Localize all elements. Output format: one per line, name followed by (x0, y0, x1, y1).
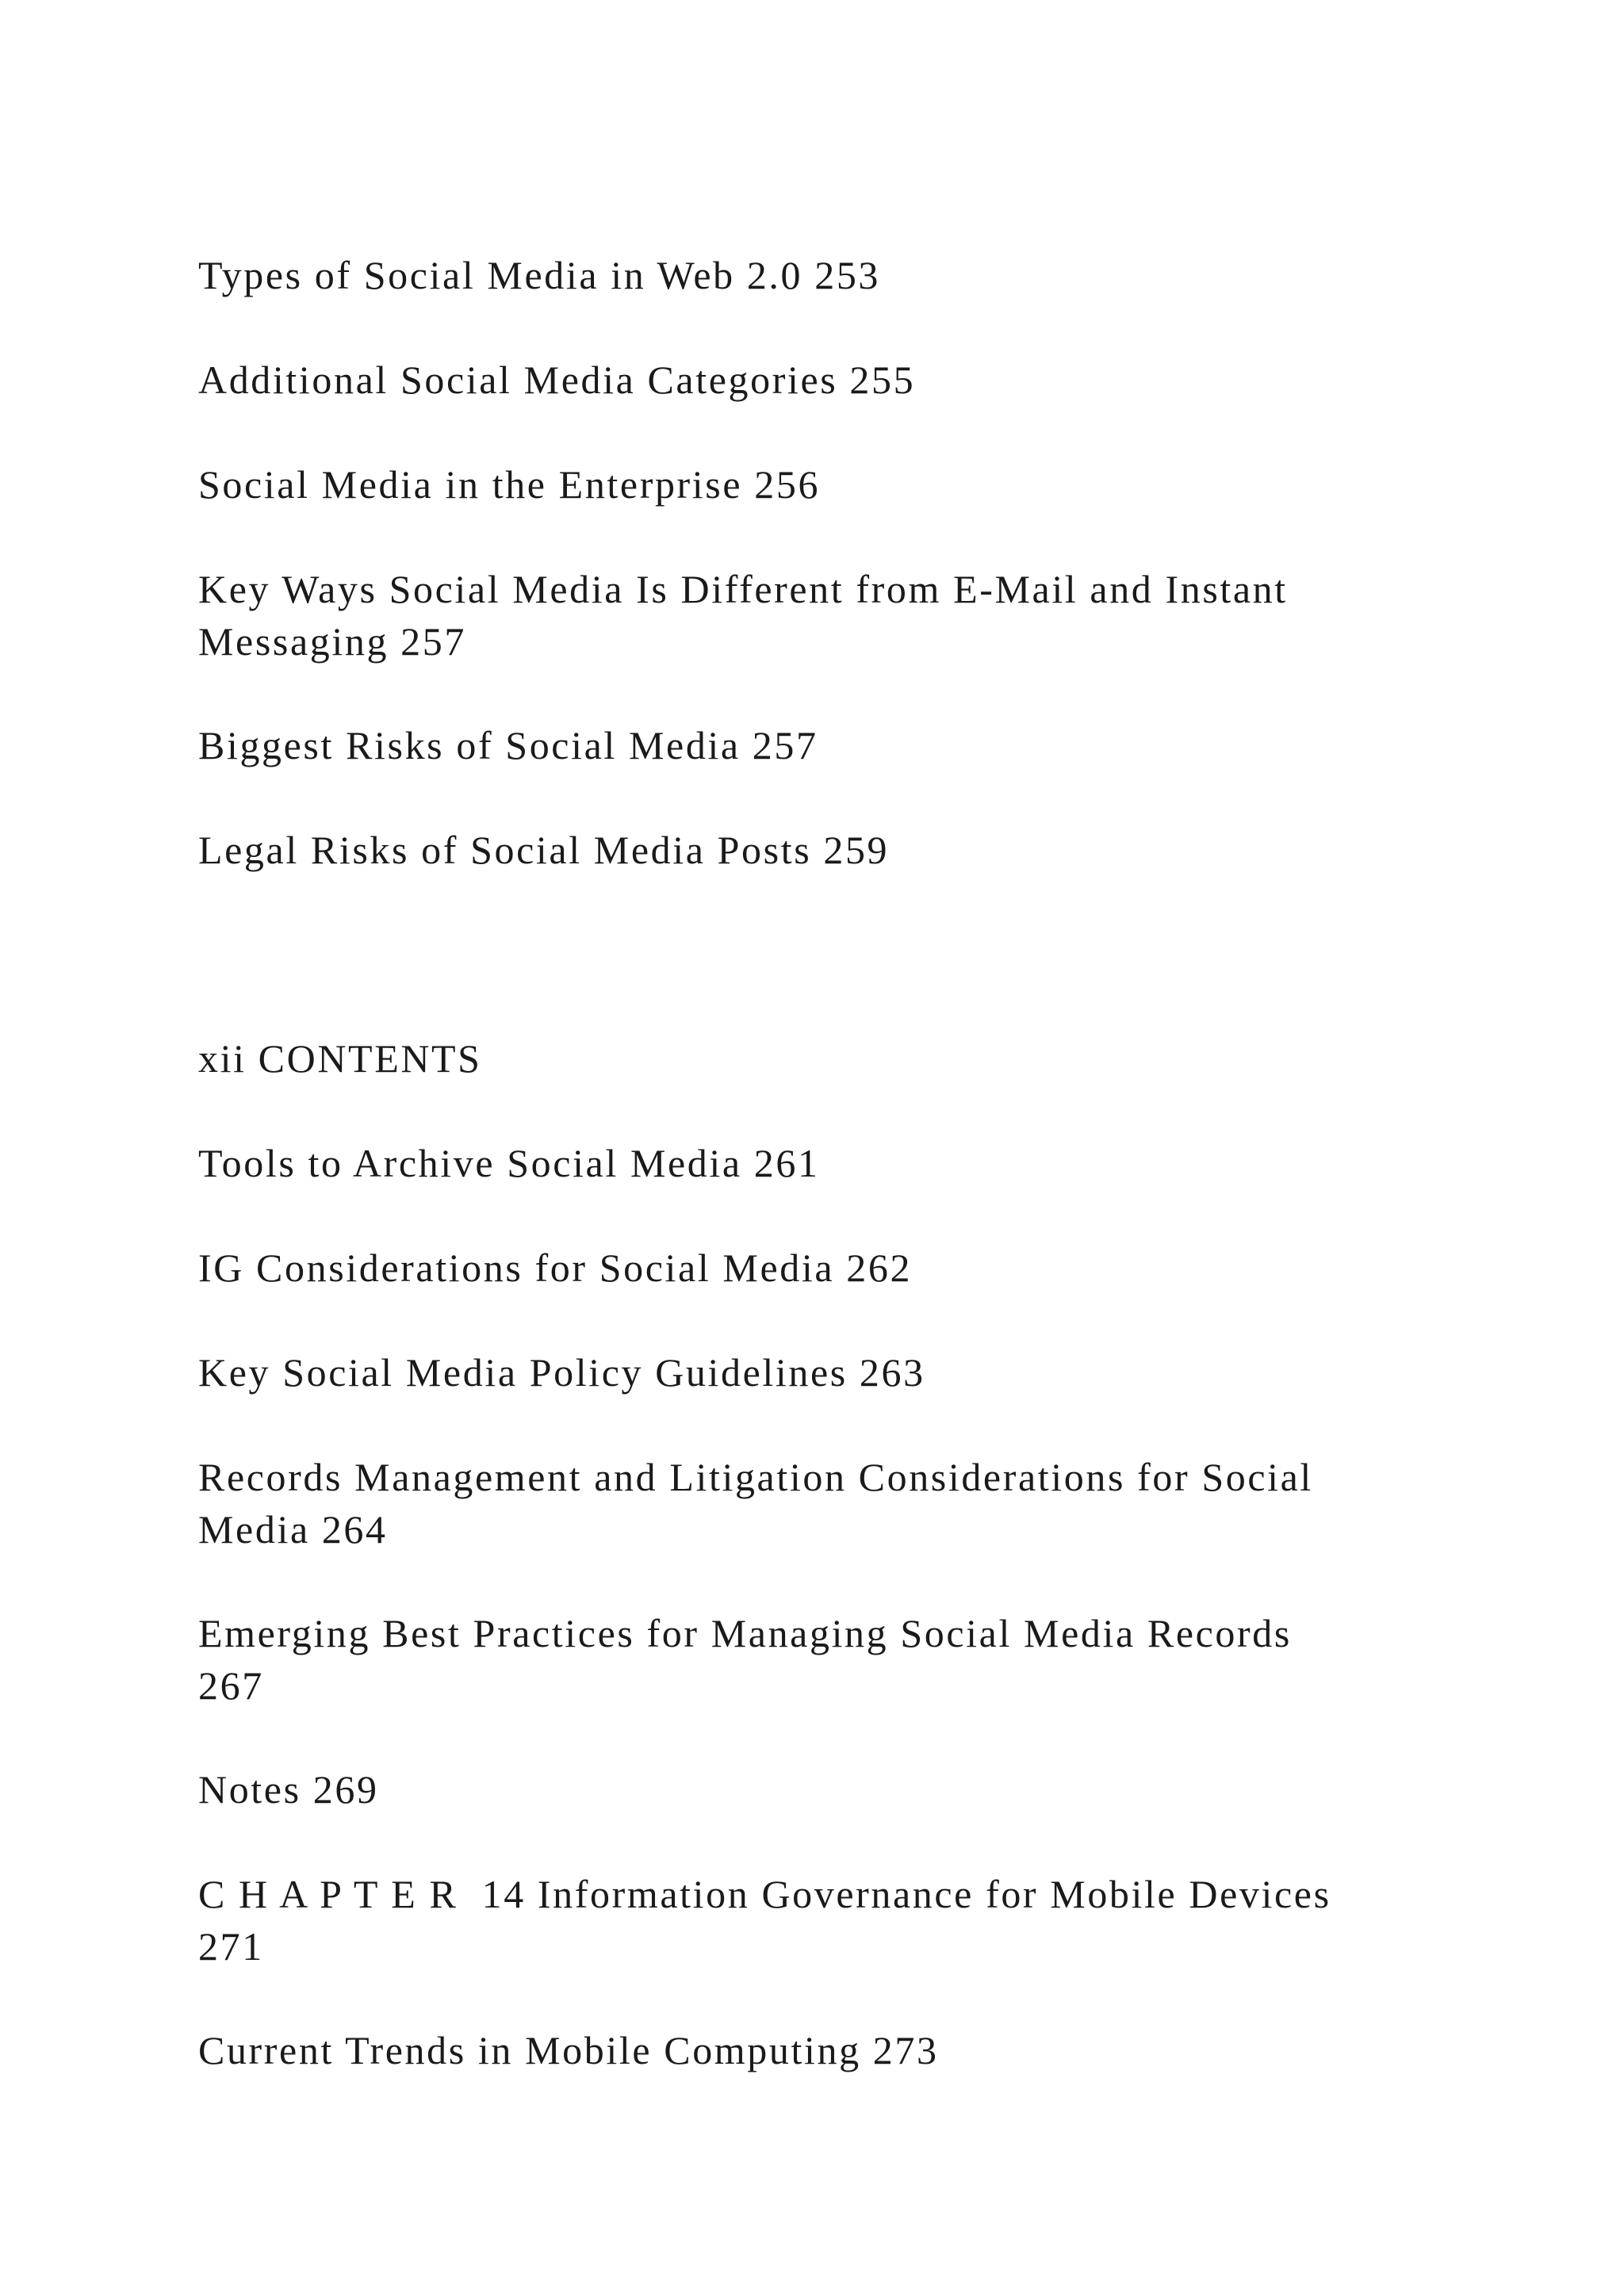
page-header-contents: xii CONTENTS (198, 1036, 482, 1081)
toc-entry-legal-risks: Legal Risks of Social Media Posts 259 (198, 828, 890, 872)
toc-entry-key-ways-different: Key Ways Social Media Is Different from E-Mail and Instant Messaging 257 (198, 567, 1288, 664)
toc-entry-notes: Notes 269 (198, 1767, 379, 1812)
toc-entry-ig-considerations: IG Considerations for Social Media 262 (198, 1246, 913, 1290)
toc-entry-additional-categories: Additional Social Media Categories 255 (198, 358, 916, 402)
toc-entry-types-of-social-media: Types of Social Media in Web 2.0 253 (198, 253, 881, 297)
toc-entry-tools-to-archive: Tools to Archive Social Media 261 (198, 1141, 820, 1185)
toc-chapter-14-heading: C H A P T E R 14 Information Governance for Mobile Devices 271 (198, 1872, 1331, 1969)
toc-entry-records-management: Records Management and Litigation Considerations for Social Media 264 (198, 1455, 1313, 1552)
toc-entry-social-media-enterprise: Social Media in the Enterprise 256 (198, 462, 821, 507)
toc-entry-biggest-risks: Biggest Risks of Social Media 257 (198, 723, 818, 767)
toc-entry-emerging-best-practices: Emerging Best Practices for Managing Social Media Records 267 (198, 1611, 1292, 1708)
toc-entry-policy-guidelines: Key Social Media Policy Guidelines 263 (198, 1350, 925, 1395)
toc-entry-current-trends: Current Trends in Mobile Computing 273 (198, 2028, 939, 2072)
